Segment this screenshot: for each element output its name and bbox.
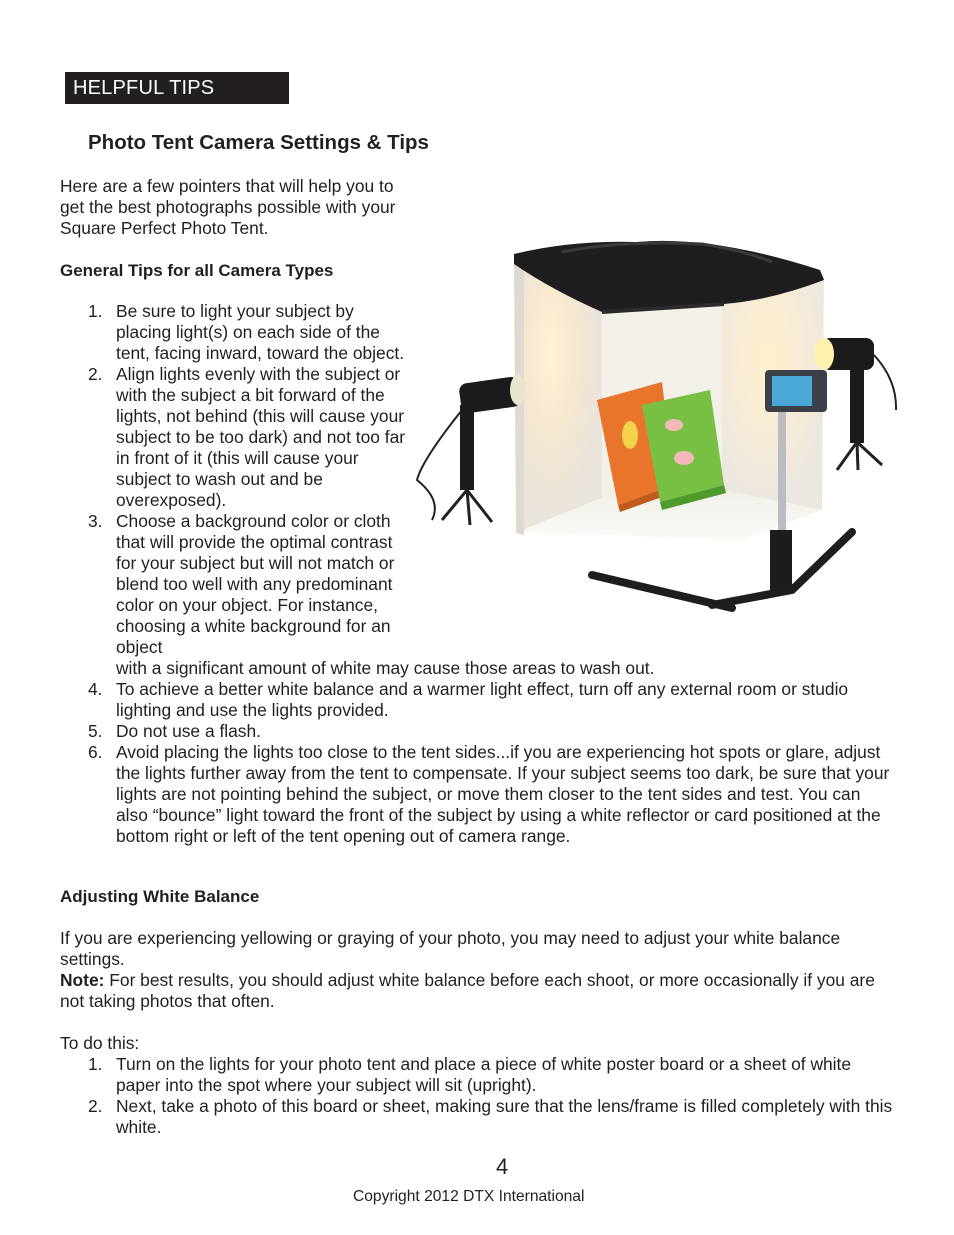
intro-paragraph: Here are a few pointers that will help you to get the best photographs possible with your Square Perfect Photo Tent. (60, 176, 396, 238)
left-lamp-stand (460, 405, 474, 490)
right-lamp-stand (850, 368, 864, 443)
list-number: 1. (88, 1054, 103, 1074)
to-do-label: To do this: (60, 1033, 140, 1053)
right-lamp-tripod (837, 442, 882, 470)
footprint-sticker (674, 451, 694, 465)
note-label: Note: (60, 970, 105, 990)
white-balance-paragraph (60, 928, 890, 1012)
list-text: Next, take a photo of this board or sheet, making sure that the lens/frame is filled completely with this white. (116, 1096, 893, 1137)
list-item (0, 679, 900, 721)
list-number: 2. (88, 1096, 103, 1116)
camera-stand-legs (592, 532, 852, 608)
list-text: Be sure to light your subject by placing light(s) on each side of the tent, facing inward, toward the object. (116, 301, 405, 363)
list-text: Avoid placing the lights too close to the tent sides...if you are experiencing hot spots or glare, adjust the lights further away from the tent to compensate. If your subject seems too dark, be sure that your lights are not pointing behind the subject, or move them closer to the tent sides and test. You can also “bounce” light toward the front of the subject by using a white reflector or card positioned at the bottom right or left of the tent opening out of camera range. (116, 742, 890, 846)
list-text: Align lights evenly with the subject or with the subject a bit forward of the lights, not behind (this will cause your subject to be too dark) and not too far in front of it (this will cause your subject to wash out and be overexposed). (116, 364, 406, 510)
page-title: Photo Tent Camera Settings & Tips (88, 131, 429, 154)
camera-stand-base (770, 530, 792, 590)
list-number: 1. (88, 301, 103, 321)
list-text: To achieve a better white balance and a warmer light effect, turn off any external room or studio lighting and use the lights provided. (116, 679, 849, 720)
photo-tent-illustration (412, 230, 902, 630)
list-number: 4. (88, 679, 103, 699)
white-balance-steps-list (0, 1054, 900, 1138)
right-lamp-cord (874, 355, 896, 410)
left-lamp-tripod (442, 490, 492, 525)
note-text: For best results, you should adjust white balance before each shoot, or more occasionally if you are not taking photos that often. (60, 970, 875, 1011)
page-number: 4 (496, 1154, 509, 1179)
list-number: 2. (88, 364, 103, 384)
list-number: 6. (88, 742, 103, 762)
list-text: Choose a background color or cloth that will provide the optimal contrast for your subject but will not match or blend too well with any predominant color on your object. For instance, choosing a white background for an object (116, 511, 395, 657)
list-number: 3. (88, 511, 103, 531)
white-balance-text: If you are experiencing yellowing or graying of your photo, you may need to adjust your white balance settings. (60, 928, 841, 969)
copyright: Copyright 2012 DTX International (353, 1188, 585, 1205)
section-tag: HELPFUL TIPS (65, 72, 289, 104)
footprint-sticker (665, 419, 683, 431)
list-text: Do not use a flash. (116, 721, 262, 741)
bunny-sticker (622, 421, 638, 449)
general-tips-heading: General Tips for all Camera Types (60, 261, 334, 280)
camera-screen (772, 376, 812, 406)
list-number: 5. (88, 721, 103, 741)
left-lamp-bulb (510, 375, 526, 405)
right-lamp-bulb (814, 338, 834, 370)
list-item (0, 742, 900, 847)
white-balance-heading: Adjusting White Balance (60, 887, 260, 906)
list-item (0, 721, 900, 742)
list-item (0, 1096, 900, 1138)
list-text: Turn on the lights for your photo tent and place a piece of white poster board or a sheet of white paper into the spot where your subject will sit (upright). (116, 1054, 852, 1095)
list-item (0, 1054, 900, 1096)
list-text-continued: with a significant amount of white may cause those areas to wash out. (116, 658, 655, 678)
